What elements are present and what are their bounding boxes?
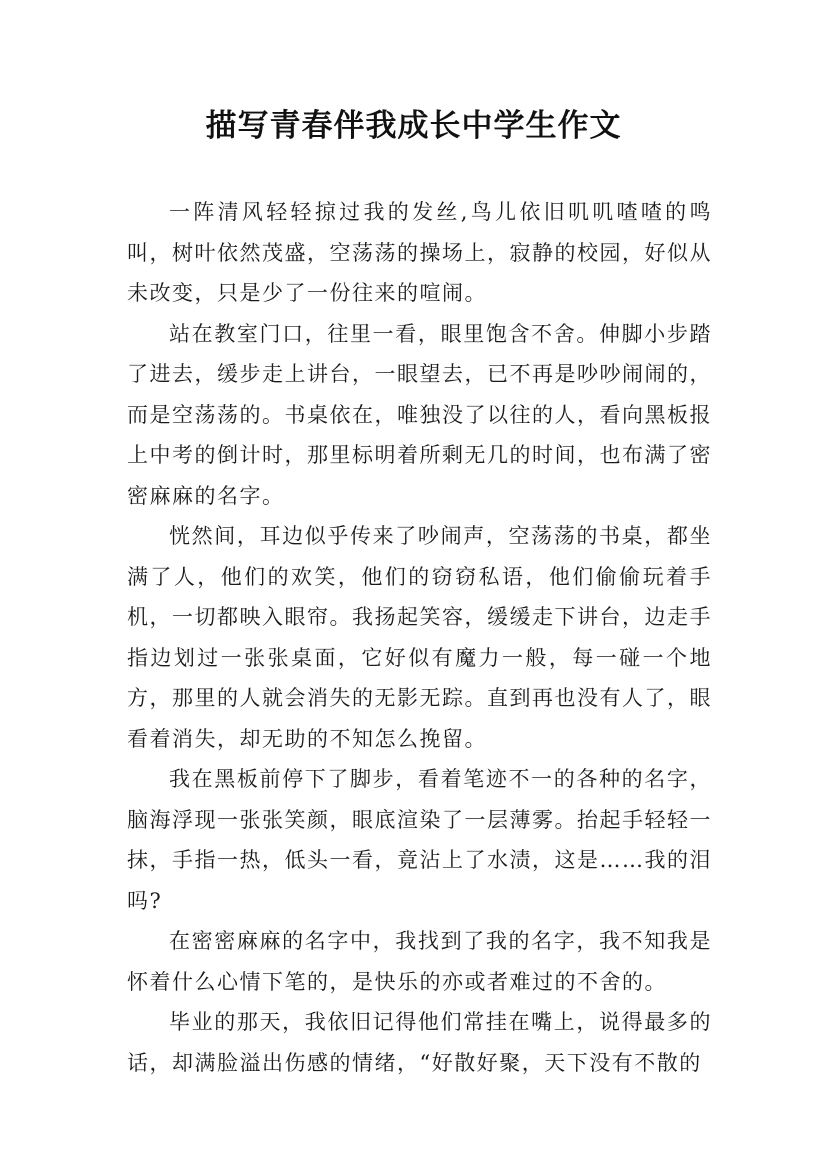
essay-body: [127, 192, 712, 1083]
paragraph-1: 一阵清风轻轻掠过我的发丝,鸟儿依旧叽叽喳喳的鸣叫，树叶依然茂盛，空荡荡的操场上，寂静的校园，好似从未改变，只是少了一份往来的喧闹。: [127, 200, 712, 305]
paragraph-6: 毕业的那天，我依旧记得他们常挂在嘴上，说得最多的话，却满脸溢出伤感的情绪，“好散好聚，天下没有不散的: [127, 1010, 712, 1075]
paragraph-4: 我在黑板前停下了脚步，看着笔迹不一的各种的名字，脑海浮现一张张笑颜，眼底渲染了一层薄雾。抬起手轻轻一抹，手指一热，低头一看，竟沾上了水渍，这是……我的泪吗?: [127, 767, 712, 913]
paragraph-3: 恍然间，耳边似乎传来了吵闹声，空荡荡的书桌，都坐满了人，他们的欢笑，他们的窃窃私语，他们偷偷玩着手机，一切都映入眼帘。我扬起笑容，缓缓走下讲台，边走手指边划过一张张桌面，它好似有魔力一般，每一碰一个地方，那里的人就会消失的无影无踪。直到再也没有人了，眼看着消失，却无助的不知怎么挽留。: [127, 524, 712, 751]
paragraph-2: 站在教室门口，往里一看，眼里饱含不舍。伸脚小步踏了进去，缓步走上讲台，一眼望去，已不再是吵吵闹闹的，而是空荡荡的。书桌依在，唯独没了以往的人，看向黑板报上中考的倒计时，那里标明着所剩无几的时间，也布满了密密麻麻的名字。: [127, 321, 712, 508]
document-title: 描写青春伴我成长中学生作文: [205, 108, 622, 144]
paragraph-5: 在密密麻麻的名字中，我找到了我的名字，我不知我是怀着什么心情下笔的，是快乐的亦或者难过的不舍的。: [127, 929, 712, 994]
